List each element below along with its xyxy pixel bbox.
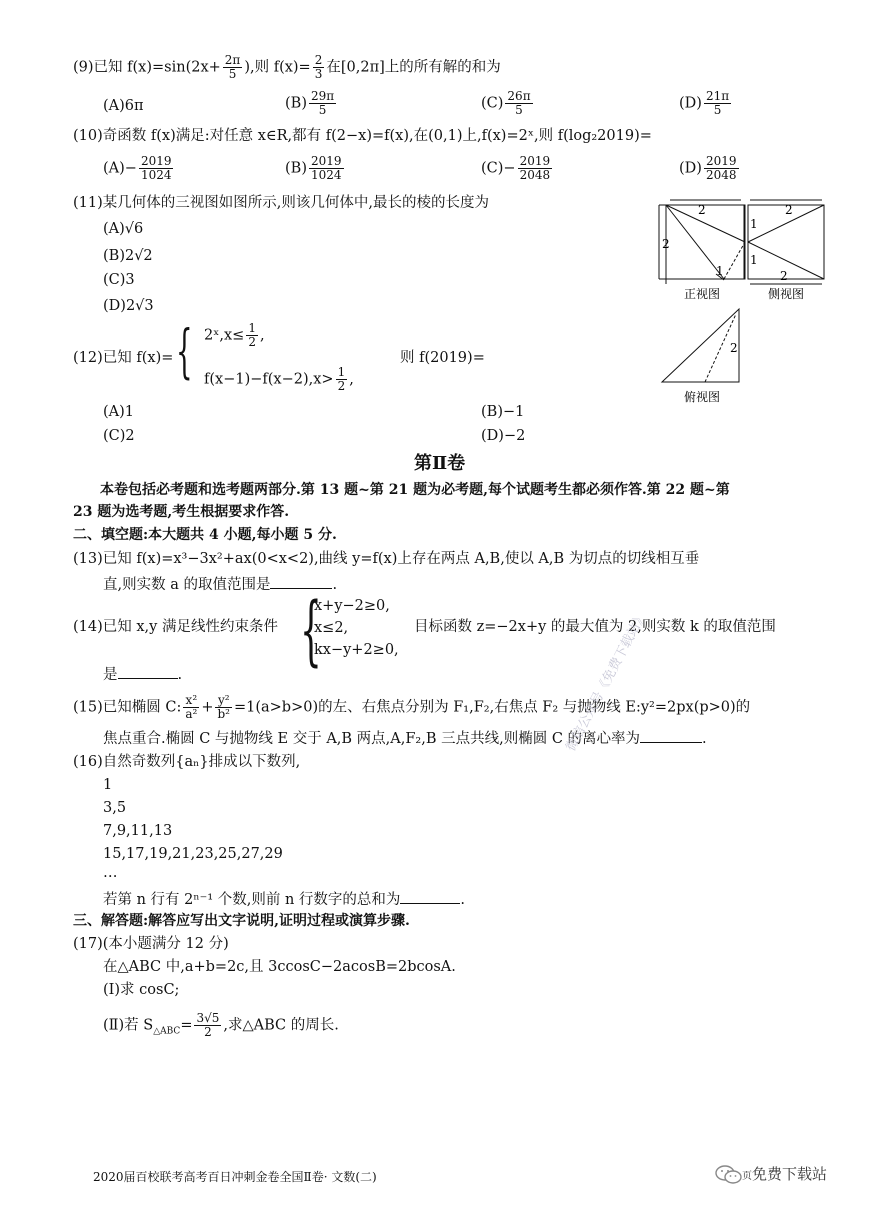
q16-row-3: 7,9,11,13 [103, 823, 173, 839]
q14-line2: 是 . [103, 664, 182, 685]
q16-row-4: 15,17,19,21,23,25,27,29 [103, 846, 283, 862]
q16-row-1: 1 [103, 777, 113, 793]
q14-answer-blank[interactable] [118, 664, 178, 679]
q10-option-b: (B) $\frac{2019}{1024}$ [285, 154, 342, 182]
q9-option-c: (C) $\frac{26\pi}{5}$ [481, 89, 531, 117]
part2-intro-line2: 23 题为选考题,考生根据要求作答. [73, 504, 290, 520]
q14-constraint-1: x+y−2≥0, [314, 598, 390, 614]
q13-line2: 直,则实数 a 的取值范围是 . [103, 574, 337, 595]
footer-brand: 页免费下载站 [742, 1165, 828, 1183]
q9-option-a: (A)6π [103, 98, 144, 114]
side-dim-lower: 1 [750, 253, 758, 267]
q12-post: 则 f(2019)= [400, 350, 485, 366]
q13-line1: (13)已知 f(x)=x³−3x²+ax(0<x<2),曲线 y=f(x)上存在两点 A,B,使以 A,B 为切点的切线相互垂 [73, 551, 700, 567]
q10-option-d: (D) $\frac{2019}{2048}$ [679, 154, 737, 182]
q11-option-c: (C)3 [103, 272, 135, 288]
q17-part2: (Ⅱ)若 $S_{\triangle ABC}=$ $\frac{3√5}{2}$ ,求△ABC 的周长. [103, 1011, 339, 1039]
q9-option-d: (D) $\frac{21\pi}{5}$ [679, 89, 730, 117]
q17-title: (17)(本小题满分 12 分) [73, 936, 229, 952]
q10-option-a: (A)− $\frac{2019}{1024}$ [103, 154, 172, 182]
top-view [662, 309, 739, 382]
top-dim: 2 [730, 341, 738, 355]
q11-option-b: (B)2√2 [103, 248, 153, 264]
q11-option-d: (D)2√3 [103, 298, 154, 314]
q17-given: 在△ABC 中,a+b=2c,且 3ccosC−2acosB=2bcosA. [103, 959, 456, 975]
q12-brace: { [176, 317, 193, 385]
q12-case2: f(x−1)−f(x−2),x> $\frac{1}{2}$ , [204, 365, 354, 393]
q15-line1: (15)已知椭圆 C: $\frac{\text{x²}}{\text{a²}}$ + $\frac{\text{y²}}{\text{b²}}$ =1(a>b>0)的左、右焦点分别为 F₁,F₂,右焦点 F₂ 与抛物线 E:y²=2px(p>0)的 [73, 693, 751, 721]
part2-intro-line1: 本卷包括必考题和选考题两部分.第 13 题~第 21 题为必考题,每个试题考生都必须作答.第 22 题~第 [100, 482, 730, 498]
q10-stem: (10)奇函数 f(x)满足:对任意 x∈R,都有 f(2−x)=f(x),在(0,1)上,f(x)=2ˣ,则 f(log₂2019)= [73, 128, 652, 144]
q15-line2: 焦点重合.椭圆 C 与抛物线 E 交于 A,B 两点,A,F₂,B 三点共线,则椭圆 C 的离心率为 . [103, 728, 707, 749]
side-dim-top: 2 [785, 203, 793, 217]
q9-stem: (9)已知 f(x)=sin(2x+ $\frac{2\pi}{5}$ ),则 f(x)= $\frac{2}{3}$ 在[0,2π]上的所有解的和为 [73, 53, 501, 81]
q11-stem: (11)某几何体的三视图如图所示,则该几何体中,最长的棱的长度为 [73, 195, 489, 211]
q16-stem: (16)自然奇数列{aₙ}排成以下数列, [73, 754, 301, 770]
front-dim-bottom: 1 [716, 264, 724, 278]
q12-option-a: (A)1 [103, 404, 135, 420]
q9-option-b: (B) $\frac{29\pi}{5}$ [285, 89, 335, 117]
wechat-badge [715, 1164, 743, 1190]
q12-option-b: (B)−1 [481, 404, 525, 420]
side-dim-bottom: 2 [780, 269, 788, 283]
top-view-label: 俯视图 [684, 390, 721, 404]
q16-answer-blank[interactable] [400, 889, 460, 904]
answer-section-heading: 三、解答题:解答应写出文字说明,证明过程或演算步骤. [73, 913, 410, 929]
q17-part1: (Ⅰ)求 cosC; [103, 982, 180, 998]
q14-pre: (14)已知 x,y 满足线性约束条件 [73, 619, 278, 635]
q14-brace: { [300, 585, 322, 674]
q10-option-c: (C)− $\frac{2019}{2048}$ [481, 154, 551, 182]
front-dim-top: 2 [698, 203, 706, 217]
footer-title: 2020届百校联考高考百日冲刺金卷全国Ⅱ卷· 文数(二) [93, 1170, 377, 1184]
fill-section-heading: 二、填空题:本大题共 4 小题,每小题 5 分. [73, 527, 337, 543]
front-dim-left: 2 [662, 237, 670, 251]
q16-last: 若第 n 行有 2ⁿ⁻¹ 个数,则前 n 行数字的总和为 . [103, 889, 465, 910]
q11-option-a: (A)√6 [103, 221, 144, 237]
side-dim-upper: 1 [750, 217, 758, 231]
q14-post: 目标函数 z=−2x+y 的最大值为 2,则实数 k 的取值范围 [414, 619, 776, 635]
side-view-label: 侧视图 [768, 287, 805, 301]
front-view-label: 正视图 [684, 287, 721, 301]
q12-option-c: (C)2 [103, 428, 135, 444]
q12-pre: (12)已知 f(x)= [73, 350, 174, 366]
q14-constraint-3: kx−y+2≥0, [314, 642, 399, 658]
part2-title: 第Ⅱ卷 [414, 453, 466, 474]
q12-case1: 2ˣ,x≤ $\frac{1}{2}$ , [204, 321, 265, 349]
watermark: 微信公众号《免费下载站》 [563, 609, 651, 754]
q16-row-ellipsis: … [103, 865, 118, 881]
q14-constraint-2: x≤2, [314, 620, 349, 636]
q15-answer-blank[interactable] [640, 728, 702, 743]
wechat-icon [715, 1164, 743, 1186]
three-view-figure [650, 194, 840, 409]
q16-row-2: 3,5 [103, 800, 127, 816]
q12-option-d: (D)−2 [481, 428, 526, 444]
